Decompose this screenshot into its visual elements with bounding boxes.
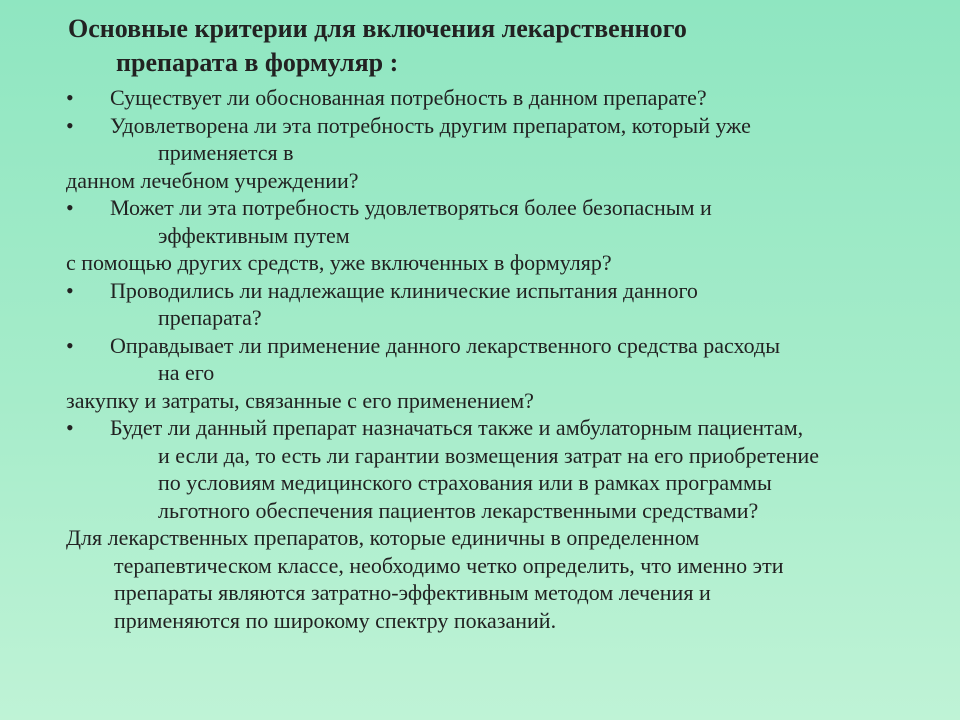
criterion-line: и если да, то есть ли гарантии возмещения затрат на его приобретение: [158, 442, 820, 468]
criterion-line: Проводились ли надлежащие клинические испытания данного: [110, 277, 698, 303]
bullet-icon: •: [66, 112, 74, 138]
bullet-icon: •: [66, 415, 74, 440]
title-line-2: препарата в формуляр :: [116, 48, 399, 77]
criterion-line: Может ли эта потребность удовлетворяться более безопасным и: [110, 195, 712, 220]
criterion-continuation: закупку и затраты, связанные с его применением?: [66, 387, 534, 413]
title-line-1: Основные критерии для включения лекарственного: [68, 14, 687, 43]
bullet-icon: •: [66, 332, 74, 358]
criterion-item: [66, 332, 956, 415]
bullet-icon: •: [66, 277, 74, 303]
criterion-line: Будет ли данный препарат назначаться также и амбулаторным пациентам,: [110, 415, 804, 440]
bullet-icon: •: [66, 85, 74, 110]
closing-paragraph: [66, 524, 956, 634]
criterion-item: [66, 84, 956, 112]
closing-line: препараты являются затратно-эффективным методом лечения и: [114, 580, 711, 605]
criterion-item: [66, 277, 956, 332]
criterion-line: Удовлетворена ли эта потребность другим препаратом, который уже: [110, 112, 751, 138]
criterion-line: по условиям медицинского страхования или в рамках программы: [158, 470, 772, 495]
criterion-continuation: данном лечебном учреждении?: [66, 167, 359, 193]
criterion-line: применяется в: [158, 140, 294, 165]
criterion-line: Оправдывает ли применение данного лекарственного средства расходы: [110, 332, 781, 358]
criterion-item: [66, 414, 956, 524]
closing-line: Для лекарственных препаратов, которые единичны в определенном: [66, 525, 700, 550]
criteria-list: [66, 84, 956, 634]
closing-line: применяются по широкому спектру показаний.: [114, 607, 557, 633]
criterion-line: Существует ли обоснованная потребность в данном препарате?: [110, 85, 707, 110]
criterion-continuation: с помощью других средств, уже включенных в формуляр?: [66, 250, 612, 275]
slide-title: [68, 12, 928, 80]
criterion-line: препарата?: [158, 305, 262, 330]
criterion-line: эффективным путем: [158, 222, 350, 248]
criterion-item: [66, 112, 956, 195]
closing-line: терапевтическом классе, необходимо четко определить, что именно эти: [114, 552, 784, 578]
criterion-item: [66, 194, 956, 277]
bullet-icon: •: [66, 195, 74, 220]
criterion-line: льготного обеспечения пациентов лекарственными средствами?: [158, 497, 759, 523]
criterion-line: на его: [158, 360, 215, 385]
